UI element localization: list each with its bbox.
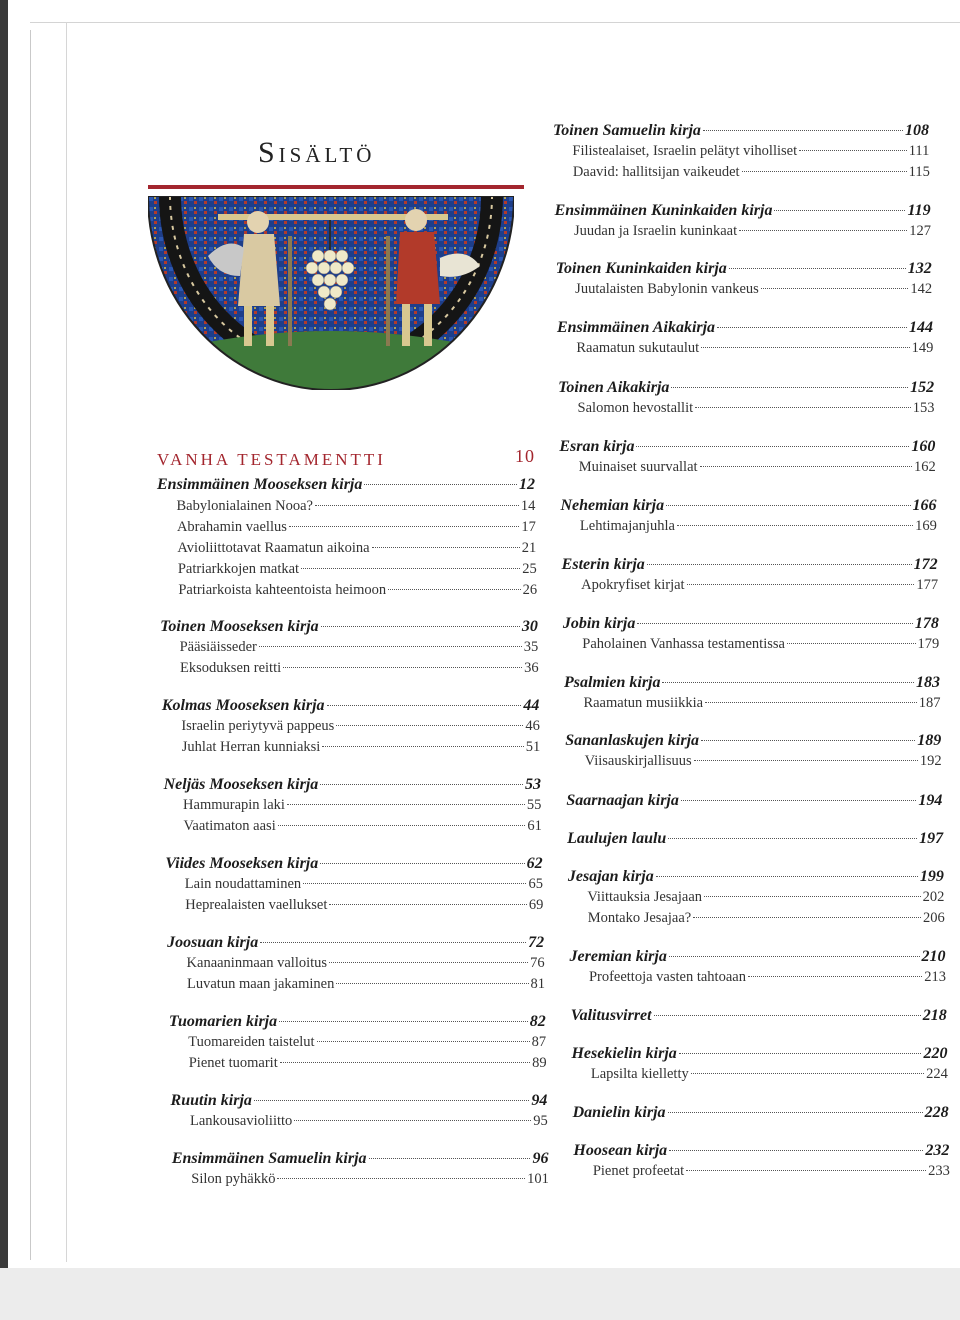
toc-entry-title: Valitusvirret <box>570 1007 652 1024</box>
dot-leader <box>336 983 528 984</box>
toc-entry-page: 206 <box>923 910 945 926</box>
toc-entry-page: 81 <box>530 976 545 992</box>
dot-leader <box>693 917 921 918</box>
toc-entry-title: Vaatimaton aasi <box>183 818 276 834</box>
section-page: 10 <box>515 446 535 466</box>
toc-subentry <box>593 1163 950 1180</box>
toc-entry-title: Danielin kirja <box>572 1104 666 1121</box>
toc-entry-page: 166 <box>912 497 937 514</box>
page-title: Sisältö <box>258 136 376 169</box>
toc-entry-page: 17 <box>521 519 536 535</box>
toc-book-entry <box>557 319 933 337</box>
toc-entry-page: 21 <box>521 540 537 556</box>
toc-entry-title: Raamatun musiikkia <box>583 695 704 711</box>
dot-leader <box>647 564 912 565</box>
dot-leader <box>656 876 918 877</box>
toc-subentry <box>589 969 946 986</box>
toc-entry-title: Daavid: hallitsijan vaikeudet <box>572 164 740 180</box>
toc-entry-title: Hoosean kirja <box>573 1142 668 1159</box>
toc-subentry <box>578 400 935 417</box>
toc-subentry <box>581 577 938 594</box>
toc-subentry <box>582 636 939 653</box>
toc-book-entry <box>167 934 544 952</box>
toc-book-entry <box>160 618 538 636</box>
toc-subentry <box>184 818 542 835</box>
toc-entry-title: Silon pyhäkkö <box>191 1171 276 1187</box>
toc-entry-page: 115 <box>908 164 930 180</box>
toc-entry-title: Saarnaajan kirja <box>566 792 679 809</box>
toc-entry-page: 199 <box>919 868 944 885</box>
toc-book-entry <box>570 948 946 966</box>
toc-entry-page: 224 <box>926 1066 948 1082</box>
toc-entry-page: 213 <box>924 969 946 985</box>
toc-entry-page: 233 <box>928 1163 950 1179</box>
toc-entry-page: 69 <box>528 897 544 913</box>
toc-entry-title: Joosuan kirja <box>167 934 259 951</box>
toc-entry-title: Viittauksia Jesajaan <box>587 889 703 905</box>
dot-leader <box>388 589 521 590</box>
toc-entry-title: Viides Mooseksen kirja <box>165 855 319 872</box>
dot-leader <box>704 896 921 897</box>
toc-entry-page: 218 <box>922 1007 947 1024</box>
toc-entry-title: Hammurapin laki <box>183 797 285 813</box>
dot-leader <box>329 962 528 963</box>
toc-book-entry <box>172 1150 549 1168</box>
page-edge <box>30 30 31 1260</box>
dot-leader <box>677 525 913 526</box>
toc-subentry <box>580 518 937 535</box>
toc-book-entry <box>558 379 934 397</box>
toc-subentry <box>588 910 945 927</box>
toc-entry-page: 87 <box>531 1034 547 1050</box>
toc-entry-page: 25 <box>522 561 537 577</box>
dot-leader <box>636 446 909 447</box>
toc-entry-page: 162 <box>913 459 936 475</box>
toc-entry-page: 232 <box>925 1142 950 1159</box>
toc-entry-page: 26 <box>522 582 538 598</box>
toc-entry-page: 89 <box>532 1055 547 1071</box>
dot-leader <box>691 1073 924 1074</box>
dot-leader <box>654 1015 921 1016</box>
toc-entry-title: Ensimmäinen Samuelin kirja <box>171 1150 367 1167</box>
dot-leader <box>669 956 920 957</box>
toc-book-entry <box>162 697 540 715</box>
toc-entry-title: Viisauskirjallisuus <box>584 753 692 769</box>
toc-entry-title: Montako Jesajaa? <box>587 910 692 926</box>
dot-leader <box>329 904 527 905</box>
toc-entry-title: Israelin periytyvä pappeus <box>181 718 335 734</box>
dot-leader <box>668 838 917 839</box>
dot-leader <box>364 484 517 485</box>
toc-subentry <box>583 695 940 712</box>
toc-subentry <box>180 660 539 677</box>
toc-subentry <box>191 1171 549 1188</box>
toc-subentry <box>177 519 536 536</box>
toc-entry-page: 65 <box>528 876 543 892</box>
dot-leader <box>681 800 917 801</box>
toc-entry-page: 142 <box>910 281 933 297</box>
toc-entry-title: Lehtimajanjuhla <box>579 518 675 534</box>
dot-leader <box>774 210 905 211</box>
dot-leader <box>369 1158 531 1159</box>
toc-entry-title: Pääsiäisseder <box>179 639 257 655</box>
toc-entry-page: 36 <box>524 660 539 676</box>
section-label: VANHA TESTAMENTTI <box>157 450 386 469</box>
toc-subentry <box>185 897 543 914</box>
toc-book-entry <box>169 1013 546 1031</box>
dot-leader <box>739 230 907 231</box>
toc-subentry <box>188 1034 546 1051</box>
dot-leader <box>327 705 522 706</box>
toc-entry-page: 108 <box>905 122 929 139</box>
dot-leader <box>303 883 526 884</box>
scan-border-left <box>0 0 8 1320</box>
dot-leader <box>662 682 914 683</box>
title-rule <box>148 185 524 189</box>
toc-entry-page: 144 <box>908 319 933 336</box>
toc-entry-page: 96 <box>532 1150 549 1167</box>
toc-book-entry <box>556 260 932 278</box>
dot-leader <box>694 760 918 761</box>
toc-subentry <box>572 143 929 160</box>
toc-subentry <box>176 498 535 515</box>
toc-entry-page: 12 <box>519 476 535 493</box>
toc-entry-page: 149 <box>911 340 934 356</box>
toc-entry-page: 51 <box>525 739 541 755</box>
toc-entry-title: Pienet tuomarit <box>188 1055 278 1071</box>
dot-leader <box>705 702 917 703</box>
page-edge-top <box>30 22 960 23</box>
stained-glass-window-image <box>148 196 514 390</box>
toc-book-entry <box>559 438 935 456</box>
toc-book-entry <box>571 1007 947 1025</box>
toc-entry-title: Salomon hevostallit <box>577 400 694 416</box>
page-edge <box>66 22 67 1262</box>
toc-entry-title: Filistealaiset, Israelin pelätyt viholliset <box>572 143 798 159</box>
scan-border-bottom <box>0 1268 960 1320</box>
toc-entry-title: Tuomareiden taistelut <box>188 1034 315 1050</box>
toc-entry-page: 46 <box>525 718 540 734</box>
toc-book-entry <box>566 792 942 810</box>
dot-leader <box>294 1120 531 1121</box>
toc-entry-page: 14 <box>520 498 536 514</box>
toc-entry-page: 61 <box>527 818 542 834</box>
toc-subentry <box>178 561 537 578</box>
toc-entry-page: 132 <box>907 260 932 277</box>
dot-leader <box>289 526 519 527</box>
toc-entry-title: Esterin kirja <box>561 556 645 573</box>
dot-leader <box>686 1170 926 1171</box>
dot-leader <box>287 804 525 805</box>
dot-leader <box>695 407 911 408</box>
dot-leader <box>669 1150 923 1151</box>
toc-entry-page: 183 <box>916 674 941 691</box>
toc-book-entry <box>563 615 939 633</box>
dot-leader <box>637 623 913 624</box>
toc-entry-title: Ensimmäinen Mooseksen kirja <box>157 476 363 493</box>
toc-subentry <box>183 797 541 814</box>
toc-book-entry <box>562 556 938 574</box>
toc-entry-title: Raamatun sukutaulut <box>576 340 700 356</box>
toc-book-entry <box>171 1092 548 1110</box>
toc-entry-title: Abrahamin vaellus <box>176 519 287 535</box>
toc-entry-title: Nehemian kirja <box>560 497 665 514</box>
dot-leader <box>703 130 903 131</box>
toc-subentry <box>177 540 536 557</box>
toc-book-entry <box>555 202 931 220</box>
toc-entry-page: 94 <box>531 1092 548 1109</box>
toc-entry-title: Lankousavioliitto <box>190 1113 293 1129</box>
toc-entry-title: Toinen Aikakirja <box>558 379 670 396</box>
toc-subentry <box>576 340 933 357</box>
toc-entry-title: Kolmas Mooseksen kirja <box>161 697 325 714</box>
toc-entry-page: 44 <box>523 697 540 714</box>
toc-book-entry <box>164 776 541 794</box>
toc-book-entry <box>553 122 929 140</box>
dot-leader <box>687 584 915 585</box>
toc-entry-title: Psalmien kirja <box>564 674 661 691</box>
dot-leader <box>336 725 523 726</box>
dot-leader <box>317 1041 530 1042</box>
toc-entry-title: Laulujen laulu <box>567 830 667 847</box>
toc-entry-page: 127 <box>909 223 932 239</box>
dot-leader <box>701 347 909 348</box>
dot-leader <box>321 626 520 627</box>
toc-entry-title: Ruutin kirja <box>170 1092 252 1109</box>
toc-entry-page: 202 <box>922 889 945 905</box>
dot-leader <box>277 1178 525 1179</box>
toc-entry-title: Kanaaninmaan valloitus <box>186 955 328 971</box>
toc-book-entry <box>165 855 542 873</box>
dot-leader <box>742 171 907 172</box>
toc-entry-page: 55 <box>526 797 542 813</box>
toc-entry-title: Toinen Samuelin kirja <box>553 122 701 139</box>
toc-entry-title: Sananlaskujen kirja <box>565 732 700 749</box>
toc-entry-title: Tuomarien kirja <box>168 1013 278 1030</box>
toc-entry-page: 82 <box>529 1013 546 1030</box>
dot-leader <box>372 547 520 548</box>
toc-entry-title: Juutalaisten Babylonin vankeus <box>575 281 759 297</box>
toc-entry-page: 119 <box>907 202 931 219</box>
toc-book-entry <box>565 732 941 750</box>
toc-entry-page: 197 <box>919 830 944 847</box>
toc-subentry <box>585 753 942 770</box>
toc-entry-title: Patriarkkojen matkat <box>177 561 300 577</box>
toc-entry-page: 187 <box>918 695 941 711</box>
dot-leader <box>254 1100 529 1101</box>
toc-entry-title: Jesajan kirja <box>567 868 654 885</box>
toc-entry-title: Avioliittotavat Raamatun aikoina <box>177 540 370 556</box>
toc-book-entry <box>568 868 944 886</box>
toc-entry-title: Hesekielin kirja <box>571 1045 677 1062</box>
toc-entry-title: Neljäs Mooseksen kirja <box>163 776 319 793</box>
toc-entry-page: 172 <box>913 556 938 573</box>
toc-entry-page: 220 <box>923 1045 948 1062</box>
toc-entry-title: Jeremian kirja <box>569 948 667 965</box>
dot-leader <box>761 288 909 289</box>
toc-entry-title: Patriarkoista kahteentoista heimoon <box>178 582 387 598</box>
toc-entry-title: Heprealaisten vaellukset <box>185 897 328 913</box>
dot-leader <box>799 150 907 151</box>
toc-entry-title: Toinen Mooseksen kirja <box>160 618 319 635</box>
toc-entry-page: 228 <box>924 1104 949 1121</box>
dot-leader <box>320 784 523 785</box>
toc-subentry <box>575 281 932 298</box>
toc-entry-page: 194 <box>918 792 943 809</box>
toc-book-entry <box>573 1104 949 1122</box>
toc-subentry <box>587 889 944 906</box>
toc-entry-page: 30 <box>521 618 538 635</box>
toc-subentry <box>182 739 540 756</box>
dot-leader <box>787 643 916 644</box>
toc-entry-title: Muinaiset suurvallat <box>578 459 698 475</box>
dot-leader <box>666 505 910 506</box>
dot-leader <box>283 667 522 668</box>
toc-entry-title: Lapsilta kielletty <box>590 1066 689 1082</box>
toc-subentry <box>189 1055 547 1072</box>
toc-entry-title: Toinen Kuninkaiden kirja <box>555 260 727 277</box>
toc-entry-page: 189 <box>917 732 942 749</box>
toc-entry-page: 101 <box>527 1171 549 1187</box>
toc-book-entry <box>573 1142 949 1160</box>
toc-subentry <box>180 639 539 656</box>
dot-leader <box>748 976 922 977</box>
toc-entry-title: Luvatun maan jakaminen <box>187 976 335 992</box>
toc-entry-title: Babylonialainen Nooa? <box>176 498 313 514</box>
dot-leader <box>315 505 519 506</box>
toc-entry-title: Jobin kirja <box>562 615 636 632</box>
toc-subentry <box>579 459 936 476</box>
dot-leader <box>259 646 522 647</box>
toc-entry-page: 76 <box>530 955 545 971</box>
toc-subentry <box>185 876 543 893</box>
toc-entry-page: 53 <box>524 776 541 793</box>
toc-subentry <box>574 223 931 240</box>
dot-leader <box>278 825 526 826</box>
toc-entry-page: 153 <box>912 400 935 416</box>
dot-leader <box>671 387 908 388</box>
toc-subentry <box>573 164 930 181</box>
toc-entry-page: 179 <box>917 636 940 652</box>
toc-entry-page: 177 <box>916 577 939 593</box>
toc-book-entry <box>567 830 943 848</box>
dot-leader <box>320 863 524 864</box>
toc-subentry <box>187 955 545 972</box>
toc-entry-title: Lain noudattaminen <box>184 876 302 892</box>
toc-subentry <box>178 582 537 599</box>
toc-entry-title: Juhlat Herran kunniaksi <box>181 739 321 755</box>
dot-leader <box>668 1112 923 1113</box>
dot-leader <box>701 740 915 741</box>
dot-leader <box>279 1021 528 1022</box>
stained-glass-illustration <box>148 196 514 390</box>
toc-entry-title: Paholainen Vanhassa testamentissa <box>582 636 785 652</box>
dot-leader <box>729 268 906 269</box>
dot-leader <box>280 1062 530 1063</box>
toc-entry-page: 178 <box>914 615 939 632</box>
toc-entry-title: Esran kirja <box>559 438 635 455</box>
toc-entry-title: Juudan ja Israelin kuninkaat <box>574 223 738 239</box>
toc-entry-page: 72 <box>528 934 545 951</box>
toc-entry-page: 35 <box>523 639 539 655</box>
toc-subentry <box>591 1066 948 1083</box>
toc-book-entry <box>157 476 535 494</box>
toc-entry-page: 192 <box>919 753 942 769</box>
toc-entry-page: 210 <box>921 948 946 965</box>
toc-entry-page: 169 <box>915 518 937 534</box>
toc-subentry <box>187 976 545 993</box>
dot-leader <box>700 466 912 467</box>
toc-entry-title: Pienet profeetat <box>592 1163 685 1179</box>
toc-entry-page: 95 <box>533 1113 548 1129</box>
toc-entry-page: 152 <box>910 379 935 396</box>
toc-subentry <box>181 718 540 735</box>
toc-entry-page: 62 <box>526 855 543 872</box>
toc-book-entry <box>571 1045 947 1063</box>
toc-entry-title: Ensimmäinen Aikakirja <box>556 319 716 336</box>
toc-entry-title: Ensimmäinen Kuninkaiden kirja <box>554 202 773 219</box>
dot-leader <box>322 746 523 747</box>
toc-entry-page: 160 <box>911 438 936 455</box>
dot-leader <box>717 327 907 328</box>
toc-entry-title: Apokryfiset kirjat <box>581 577 685 593</box>
toc-entry-title: Profeettoja vasten tahtoaan <box>588 969 746 985</box>
toc-entry-page: 111 <box>908 143 930 159</box>
dot-leader <box>301 568 520 569</box>
toc-entry-title: Eksoduksen reitti <box>180 660 282 676</box>
toc-subentry <box>190 1113 548 1130</box>
toc-book-entry <box>564 674 940 692</box>
dot-leader <box>260 942 526 943</box>
toc-book-entry <box>561 497 937 515</box>
dot-leader <box>679 1053 922 1054</box>
